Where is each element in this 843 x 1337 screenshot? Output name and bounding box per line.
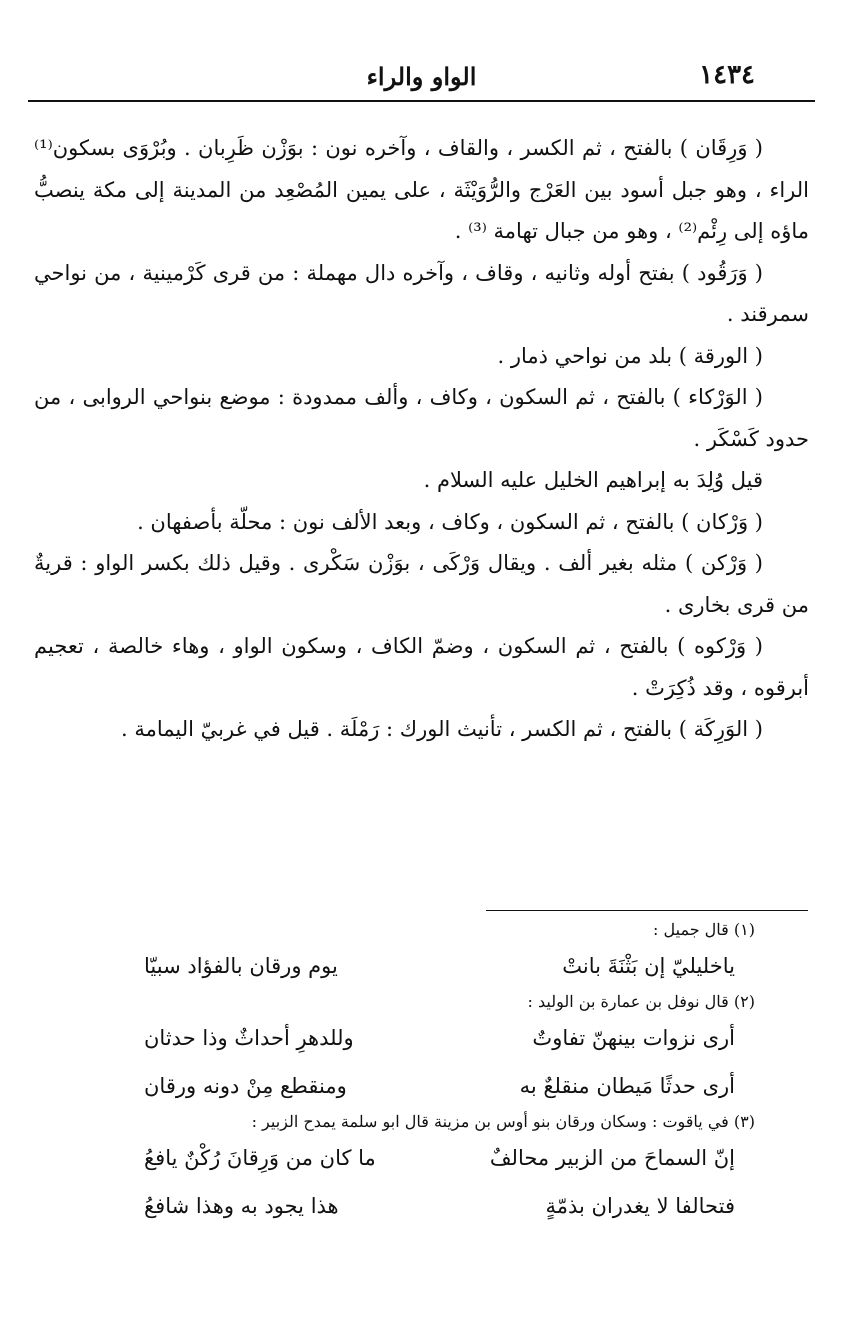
verse-first-hemistich: ياخليليّ إن بَثْنَةَ بانتْ (562, 954, 735, 978)
entry-al-waraqa: ( الورقة ) بلد من نواحي ذمار . (497, 343, 763, 368)
footnote-3-head: (٣) في ياقوت : وسكان ورقان بنو أوس بن مزينة قال ابو سلمة يمدح الزبير : (251, 1112, 755, 1131)
verse-second-hemistich: ومنقطع مِنْ دونه ورقان (144, 1074, 347, 1098)
footnote-1-verse-1 (34, 942, 809, 990)
footnote-3-verse-1 (34, 1134, 809, 1182)
verse-first-hemistich: فتحالفا لا يغدران بذمّةٍ (545, 1194, 735, 1218)
entry-warkan: ( وَرْكان ) بالفتح ، ثم السكون ، وكاف ، وبعد الألف نون : محلّة بأصفهان . (137, 509, 763, 534)
entry-wariqan: ( وَرِقَان ) بالفتح ، ثم الكسر ، والقاف ، وآخره نون : بوَزْن ظَرِبان . وبُرْوَى بسكون⁽¹⁾ الراء ، وهو جبل أسود بين العَرْج والرُّوَيْثَة ، على يمين المُصْعِد من المدينة إلى مكة ينصبُّ ماؤه إلى رِئْم⁽²⁾ ، وهو من جبال تهامة ⁽³⁾ . (34, 136, 809, 243)
page-number: ١٤٣٤ (699, 60, 755, 90)
entry-al-warika: ( الوَرِكَة ) بالفتح ، ثم الكسر ، تأنيث الورك : رَمْلَة . قيل في غربيّ اليمامة . (121, 717, 763, 741)
running-title: الواو والراء (366, 62, 477, 91)
verse-first-hemistich: أرى حدثًا مَيطان منقلعٌ به (519, 1074, 735, 1098)
footnote-3-verse-2 (34, 1182, 809, 1230)
verse-second-hemistich: ما كان من وَرِقانَ رُكْنٌ يافعُ (144, 1146, 376, 1170)
verse-second-hemistich: وللدهرِ أحداثٌ وذا حدثان (144, 1026, 354, 1050)
entry-warkuh: ( وَرْكوه ) بالفتح ، ثم السكون ، وضمّ الكاف ، وسكون الواو ، وهاء خالصة ، تعجيم أبرقوه ، وقد ذُكِرَتْ . (34, 634, 809, 700)
verse-first-hemistich: أرى نزوات بينهنّ تفاوتٌ (532, 1026, 735, 1050)
entry-al-warka-note: قيل وُلِدَ به إبراهيم الخليل عليه السلام . (423, 468, 763, 492)
running-head (28, 58, 815, 98)
verse-second-hemistich: هذا يجود به وهذا شافعُ (144, 1194, 339, 1218)
footnote-rule (486, 910, 808, 911)
verse-second-hemistich: يوم ورقان بالفؤاد سبيّا (144, 954, 338, 978)
header-rule (28, 100, 815, 102)
footnote-2-head: (٢) قال نوفل بن عمارة بن الوليد : (527, 992, 755, 1011)
entry-waraqud: ( وَرَقُود ) بفتح أوله وثانيه ، وقاف ، وآخره دال مهملة : من قرى كَرْمينية ، من نواحي سمرقند . (34, 260, 809, 326)
entry-warkan-2: ( وَرْكن ) مثله بغير ألف . ويقال وَرْكَى ، بوَزْن سَكْرى . وقيل ذلك بكسر الواو : قريةٌ من قرى بخارى . (34, 551, 809, 617)
footnote-2-verse-2 (34, 1062, 809, 1110)
main-text (34, 128, 809, 751)
entry-al-warka: ( الوَرْكاء ) بالفتح ، ثم السكون ، وكاف ، وألف ممدودة : موضع بنواحي الروابى ، من حدود كَسْكَر . (34, 385, 809, 451)
footnote-1-head: (١) قال جميل : (653, 920, 755, 939)
footnotes (34, 918, 809, 1230)
footnote-2-verse-1 (34, 1014, 809, 1062)
verse-first-hemistich: إنّ السماحَ من الزبير محالفٌ (489, 1146, 735, 1170)
